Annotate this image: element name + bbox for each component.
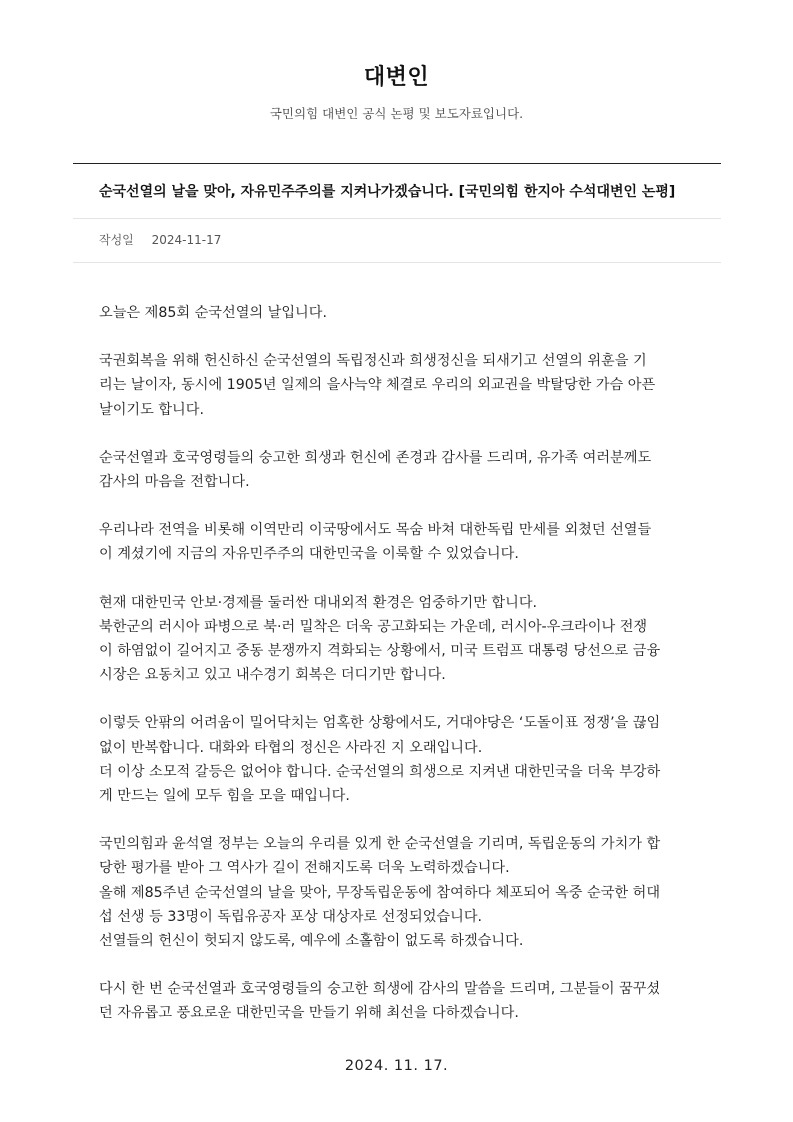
paragraph-line: 현재 대한민국 안보·경제를 둘러싼 대내외적 환경은 엄중하기만 합니다. <box>99 594 538 611</box>
paragraph-line: 다시 한 번 순국선열과 호국영령들의 숭고한 희생에 감사의 말씀을 드리며, 그분들이 꿈꾸셨 <box>99 981 661 998</box>
paragraph-line: 이렇듯 안팎의 어려움이 밀어닥치는 엄혹한 상황에서도, 거대야당은 ‘도돌이표 정쟁’을 끊임 <box>99 715 661 732</box>
body-paragraph <box>99 301 697 325</box>
post-title: 순국선열의 날을 맞아, 자유민주주의를 지켜나가겠습니다. [국민의힘 한지아 수석대변인 논평] <box>99 184 676 200</box>
paragraph-line: 우리나라 전역을 비롯해 이역만리 이국땅에서도 목숨 바쳐 대한독립 만세를 외쳤던 선열들 <box>99 522 652 539</box>
top-divider <box>73 163 721 164</box>
date-label: 작성일 <box>99 233 134 247</box>
body-paragraph <box>99 591 697 688</box>
body-paragraph <box>99 832 697 953</box>
paragraph-line: 국민의힘과 윤석열 정부는 오늘의 우리를 있게 한 순국선열을 기리며, 독립운동의 가치가 합 <box>99 836 661 853</box>
body-paragraph <box>99 349 697 422</box>
title-divider <box>73 218 721 219</box>
body-paragraph <box>99 518 697 566</box>
paragraph-line: 순국선열과 호국영령들의 숭고한 희생과 헌신에 존경과 감사를 드리며, 유가족 여러분께도 <box>99 449 652 466</box>
paragraph-line: 북한군의 러시아 파병으로 북·러 밀착은 더욱 공고화되는 가운데, 러시아-우크라이나 전쟁 <box>99 618 648 635</box>
body-paragraph <box>99 977 697 1025</box>
paragraph-line: 날이기도 합니다. <box>99 401 204 418</box>
paragraph-line: 게 만드는 일에 모두 힘을 모을 때입니다. <box>99 788 350 805</box>
paragraph-line: 시장은 요동치고 있고 내수경기 회복은 더디기만 합니다. <box>99 667 446 684</box>
post-date: 2024-11-17 <box>151 233 222 247</box>
paragraph-line: 국권회복을 위해 헌신하신 순국선열의 독립정신과 희생정신을 되새기고 선열의 위훈을 기 <box>99 353 647 370</box>
paragraph-line: 섭 선생 등 33명이 독립유공자 포상 대상자로 선정되었습니다. <box>99 908 483 925</box>
paragraph-line: 선열들의 헌신이 헛되지 않도록, 예우에 소홀함이 없도록 하겠습니다. <box>99 933 524 950</box>
paragraph-line: 던 자유롭고 풍요로운 대한민국을 만들기 위해 최선을 다하겠습니다. <box>99 1005 519 1022</box>
meta-divider <box>73 262 721 263</box>
paragraph-line: 올해 제85주년 순국선열의 날을 맞아, 무장독립운동에 참여하다 체포되어 옥중 순국한 허대 <box>99 884 661 901</box>
paragraph-line: 이 계셨기에 지금의 자유민주주의 대한민국을 이룩할 수 있었습니다. <box>99 546 519 563</box>
paragraph-line: 없이 반복합니다. 대화와 타협의 정신은 사라진 지 오래입니다. <box>99 739 483 756</box>
page-title: 대변인 <box>363 65 430 90</box>
paragraph-line: 오늘은 제85회 순국선열의 날입니다. <box>99 305 327 321</box>
paragraph-line: 감사의 마음을 전합니다. <box>99 474 250 491</box>
paragraph-line: 이 하염없이 길어지고 중동 분쟁까지 격화되는 상황에서, 미국 트럼프 대통령 당선으로 금융 <box>99 643 661 660</box>
post-body <box>99 301 697 1050</box>
body-paragraph <box>99 711 697 808</box>
paragraph-line: 당한 평가를 받아 그 역사가 길이 전해지도록 더욱 노력하겠습니다. <box>99 860 510 877</box>
paragraph-line: 더 이상 소모적 갈등은 없어야 합니다. 순국선열의 희생으로 지켜낸 대한민국을 더욱 부강하 <box>99 763 661 780</box>
paragraph-line: 리는 날이자, 동시에 1905년 일제의 을사늑약 체결로 우리의 외교권을 박탈당한 가슴 아픈 <box>99 377 656 394</box>
closing-date: 2024. 11. 17. <box>344 1058 449 1074</box>
body-paragraph <box>99 446 697 494</box>
post-meta <box>99 231 221 248</box>
page-subtitle: 국민의힘 대변인 공식 논평 및 보도자료입니다. <box>269 106 524 121</box>
